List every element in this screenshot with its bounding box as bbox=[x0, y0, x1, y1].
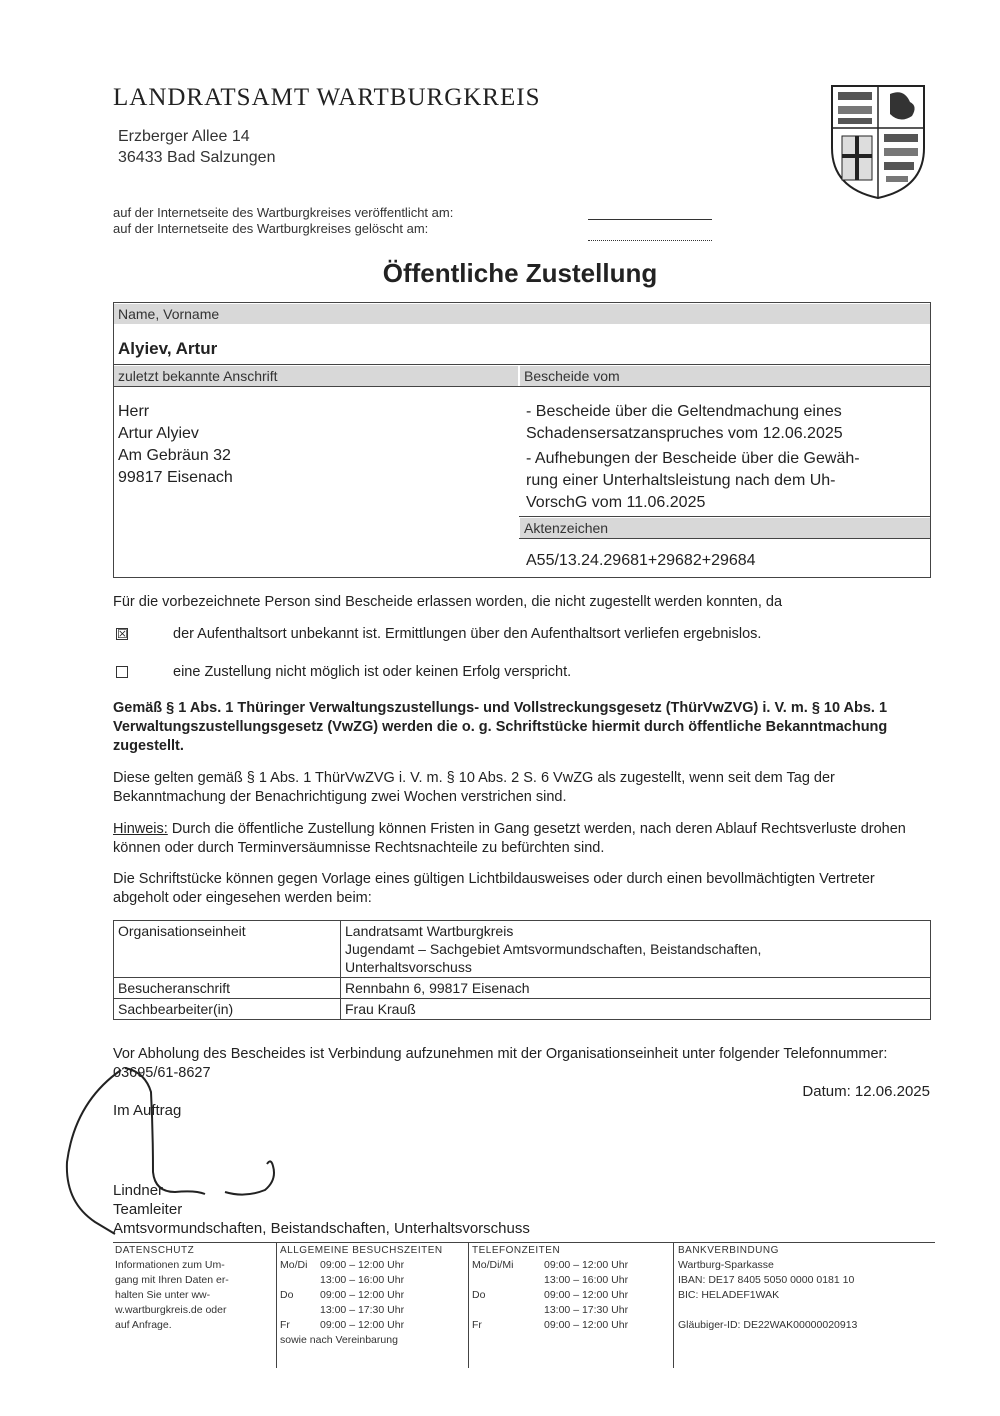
signer-department: Amtsvormundschaften, Beistandschaften, Unterhaltsvorschuss bbox=[113, 1220, 530, 1237]
intro-text: Für die vorbezeichnete Person sind Bescheide erlassen worden, die nicht zugestellt werden konnten, da bbox=[113, 594, 783, 610]
footer-line bbox=[472, 1258, 672, 1273]
sender-address bbox=[118, 126, 275, 168]
divider bbox=[519, 516, 931, 517]
visitor-value: Rennbahn 6, 99817 Eisenach bbox=[341, 978, 931, 999]
footer-line: Informationen zum Um- bbox=[115, 1259, 225, 1271]
footer-line: w.wartburgkreis.de oder bbox=[115, 1304, 227, 1316]
footer-line bbox=[280, 1303, 466, 1318]
address-city: 36433 Bad Salzungen bbox=[118, 149, 276, 166]
day: Do bbox=[472, 1289, 486, 1301]
org-value bbox=[341, 921, 931, 978]
signer-name: Lindner bbox=[113, 1182, 164, 1199]
time: 09:00 – 12:00 Uhr bbox=[544, 1319, 629, 1331]
footer-line: halten Sie unter ww- bbox=[115, 1289, 211, 1301]
footer-line: gang mit Ihren Daten er- bbox=[115, 1274, 229, 1286]
publication-info bbox=[113, 205, 453, 237]
decision-line: Schadensersatzanspruches vom 12.06.2025 bbox=[526, 425, 843, 442]
person-name: Alyiev, Artur bbox=[118, 339, 218, 358]
footer-divider bbox=[468, 1243, 469, 1368]
org-line: Landratsamt Wartburgkreis bbox=[345, 923, 514, 939]
footer-divider bbox=[276, 1243, 277, 1368]
recipient-address bbox=[118, 401, 233, 489]
time: 09:00 – 12:00 Uhr bbox=[320, 1319, 405, 1331]
time: 13:00 – 16:00 Uhr bbox=[320, 1274, 405, 1286]
table-row bbox=[114, 999, 931, 1020]
time: 09:00 – 12:00 Uhr bbox=[544, 1289, 629, 1301]
footer-divider bbox=[673, 1243, 674, 1368]
footer-line bbox=[472, 1288, 672, 1303]
time: 09:00 – 12:00 Uhr bbox=[320, 1259, 405, 1271]
org-line: Jugendamt – Sachgebiet Amtsvormundschaften, Beistandschaften, bbox=[345, 941, 762, 957]
checkbox-delivery-impossible[interactable] bbox=[116, 666, 128, 678]
divider bbox=[113, 364, 931, 365]
divider bbox=[519, 538, 931, 539]
on-behalf-text: Im Auftrag bbox=[113, 1102, 182, 1119]
clerk-value: Frau Krauß bbox=[341, 999, 931, 1020]
checkbox-label: der Aufenthaltsort unbekannt ist. Ermittlungen über den Aufenthaltsort verliefen ergebnislos. bbox=[173, 626, 762, 642]
decisions-header: Bescheide vom bbox=[520, 366, 930, 386]
address-street: Erzberger Allee 14 bbox=[118, 128, 250, 145]
pickup-text: Die Schriftstücke können gegen Vorlage eines gültigen Lichtbildausweises oder durch einen bevollmächtigten Vertreter abgeholt oder eingesehen werden beim: bbox=[113, 871, 875, 906]
checkbox-unknown-residence[interactable]: ☒ bbox=[117, 627, 128, 641]
table-row bbox=[114, 921, 931, 978]
address-line: Artur Alyiev bbox=[118, 425, 199, 442]
day: Mo/Di bbox=[280, 1259, 308, 1271]
day: Mo/Di/Mi bbox=[472, 1259, 514, 1271]
contact-table bbox=[113, 920, 931, 1020]
footer-hours bbox=[280, 1243, 466, 1348]
coat-of-arms-icon bbox=[830, 84, 926, 200]
footer-phone-hours bbox=[472, 1243, 672, 1333]
published-label: auf der Internetseite des Wartburgkreises veröffentlicht am: bbox=[113, 205, 454, 220]
day: Do bbox=[280, 1289, 294, 1301]
address-line: 99817 Eisenach bbox=[118, 469, 233, 486]
legal-effect-text: Diese gelten gemäß § 1 Abs. 1 ThürVwZVG i. V. m. § 10 Abs. 2 S. 6 VwZG als zugestellt, wenn seit dem Tag der Bekanntmachung der Benachrichtigung zwei Wochen verstrichen sind. bbox=[113, 770, 835, 805]
footer-line: BIC: HELADEF1WAK bbox=[678, 1289, 780, 1301]
organization-name: LANDRATSAMT WARTBURGKREIS bbox=[113, 84, 541, 111]
address-line: Am Gebräun 32 bbox=[118, 447, 231, 464]
footer-line bbox=[472, 1273, 672, 1288]
decision-line: rung einer Unterhaltsleistung nach dem Uh- bbox=[526, 472, 836, 489]
footer-line bbox=[280, 1318, 466, 1333]
day: Fr bbox=[280, 1319, 290, 1331]
file-number: A55/13.24.29681+29682+29684 bbox=[526, 552, 756, 569]
footer-bank bbox=[678, 1243, 934, 1333]
document-title: Öffentliche Zustellung bbox=[382, 258, 658, 288]
deleted-date-line bbox=[588, 240, 712, 241]
decision-line: VorschG vom 11.06.2025 bbox=[526, 494, 706, 511]
hint-text: Durch die öffentliche Zustellung können Fristen in Gang gesetzt werden, nach deren Ablauf Rechtsverluste drohen können oder durch Terminversäumnisse Rechtsnachteile zu befürchten sind. bbox=[113, 821, 906, 856]
address-line: Herr bbox=[118, 403, 150, 420]
footer-line: IBAN: DE17 8405 5050 0000 0181 10 bbox=[678, 1274, 855, 1286]
address-header: zuletzt bekannte Anschrift bbox=[114, 366, 518, 386]
hint-label: Hinweis: bbox=[113, 821, 168, 837]
footer-line bbox=[280, 1258, 466, 1273]
decision-line: - Aufhebungen der Bescheide über die Gewäh- bbox=[526, 450, 860, 467]
time: 13:00 – 17:30 Uhr bbox=[320, 1304, 405, 1316]
decision-line: - Bescheide über die Geltendmachung eines bbox=[526, 403, 842, 420]
clerk-label: Sachbearbeiter(in) bbox=[114, 999, 341, 1020]
footer-line: Gläubiger-ID: DE22WAK00000020913 bbox=[678, 1319, 858, 1331]
signature-block bbox=[113, 1181, 530, 1238]
table-row bbox=[114, 978, 931, 999]
name-header: Name, Vorname bbox=[114, 304, 930, 324]
hint-paragraph bbox=[113, 820, 933, 858]
footer-line bbox=[472, 1318, 672, 1333]
footer-line bbox=[280, 1273, 466, 1288]
legal-basis-text: Gemäß § 1 Abs. 1 Thüringer Verwaltungszustellungs- und Vollstreckungsgesetz (ThürVwZVG) i. V. m. § 10 Abs. 1 Verwaltungszustellungsgesetz (VwZG) werden die o. g. Schriftstücke hiermit durch öffentliche Bekanntmachung zugestellt. bbox=[113, 700, 888, 754]
footer-line: Wartburg-Sparkasse bbox=[678, 1259, 774, 1271]
footer-heading: ALLGEMEINE BESUCHSZEITEN bbox=[280, 1245, 443, 1256]
day: Fr bbox=[472, 1319, 482, 1331]
footer-heading: TELEFONZEITEN bbox=[472, 1245, 561, 1256]
file-number-header: Aktenzeichen bbox=[520, 518, 930, 538]
contact-text: Vor Abholung des Bescheides ist Verbindung aufzunehmen mit der Organisationseinheit unter folgender Telefonnummer: 03695/61-8627 bbox=[113, 1046, 888, 1081]
time: 13:00 – 17:30 Uhr bbox=[544, 1304, 629, 1316]
checkbox-label: eine Zustellung nicht möglich ist oder keinen Erfolg verspricht. bbox=[173, 664, 572, 680]
org-line: Unterhaltsvorschuss bbox=[345, 959, 472, 975]
decisions-list bbox=[526, 401, 860, 514]
divider bbox=[113, 386, 931, 387]
time: 13:00 – 16:00 Uhr bbox=[544, 1274, 629, 1286]
footer-heading: DATENSCHUTZ bbox=[115, 1245, 195, 1256]
deleted-label: auf der Internetseite des Wartburgkreises gelöscht am: bbox=[113, 221, 429, 236]
footer-line bbox=[678, 1303, 934, 1318]
signer-role: Teamleiter bbox=[113, 1201, 183, 1218]
published-date-line bbox=[588, 219, 712, 220]
footer-line bbox=[280, 1288, 466, 1303]
time: 09:00 – 12:00 Uhr bbox=[544, 1259, 629, 1271]
footer-line: auf Anfrage. bbox=[115, 1319, 172, 1331]
org-label: Organisationseinheit bbox=[114, 921, 341, 978]
time: 09:00 – 12:00 Uhr bbox=[320, 1289, 405, 1301]
footer-line: sowie nach Vereinbarung bbox=[280, 1334, 398, 1346]
footer-line bbox=[472, 1303, 672, 1318]
visitor-label: Besucheranschrift bbox=[114, 978, 341, 999]
footer-privacy bbox=[115, 1243, 275, 1333]
footer-heading: BANKVERBINDUNG bbox=[678, 1245, 779, 1256]
document-date: Datum: 12.06.2025 bbox=[802, 1083, 930, 1100]
